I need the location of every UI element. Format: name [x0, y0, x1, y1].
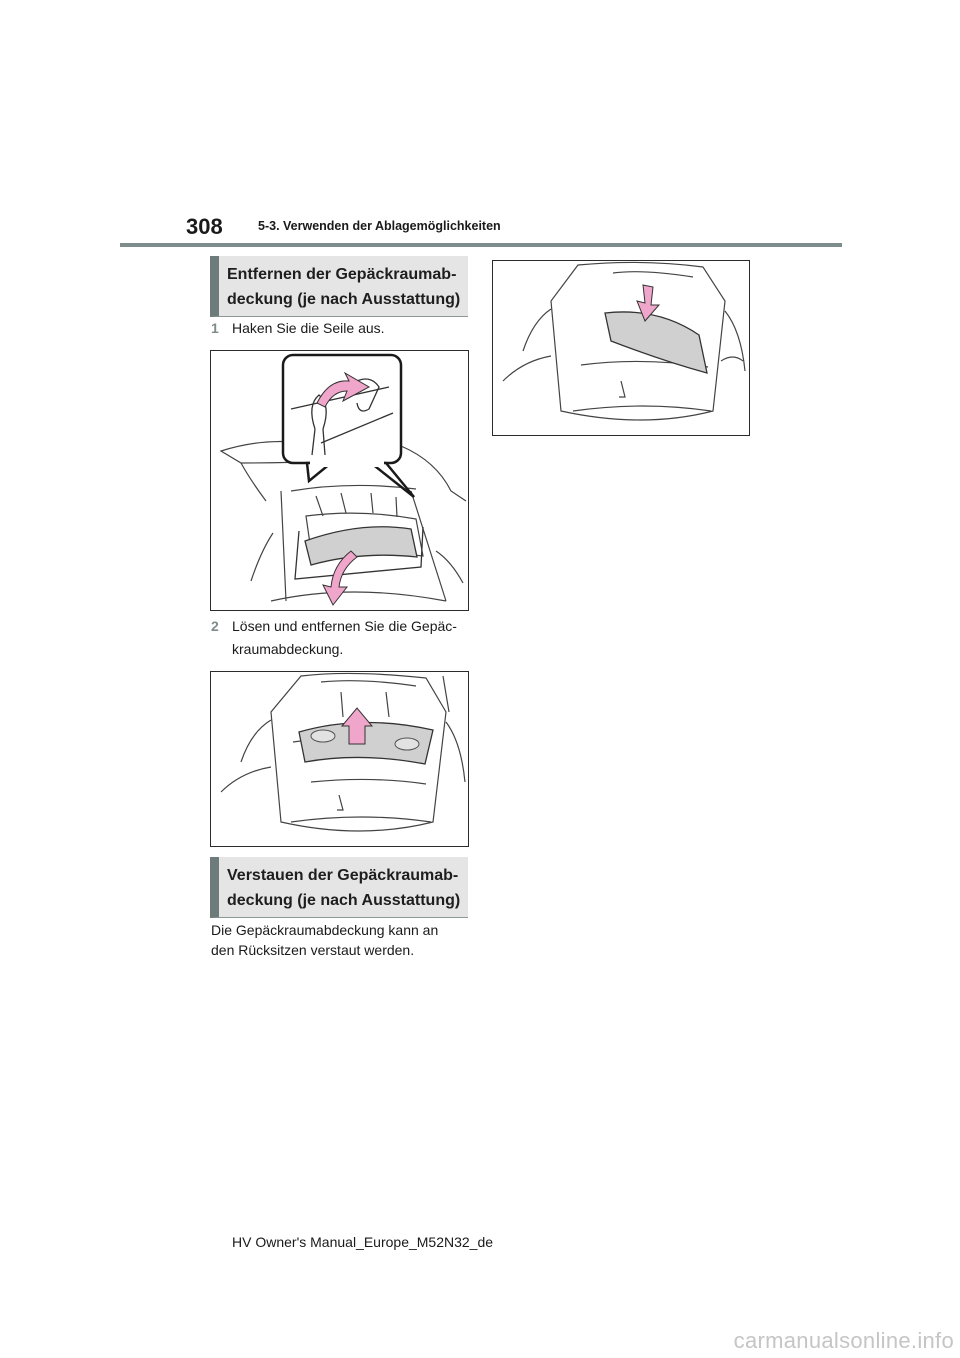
heading-line: deckung (je nach Ausstattung)	[227, 892, 461, 909]
watermark: carmanualsonline.info	[733, 1328, 954, 1353]
section-title: 5-3. Verwenden der Ablagemöglichkeiten	[258, 219, 501, 233]
header-rule	[120, 243, 842, 247]
heading-line: deckung (je nach Ausstattung)	[227, 291, 461, 308]
footer-manual-id: HV Owner's Manual_Europe_M52N32_de	[232, 1234, 494, 1250]
step-text: kraumabdeckung.	[232, 641, 344, 657]
step-text: Lösen und entfernen Sie die Gepäc-	[232, 618, 457, 634]
stow-paragraph	[211, 920, 438, 960]
stow-cover-drawing	[493, 261, 749, 435]
heading-line: Entfernen der Gepäckraumab-	[227, 266, 457, 283]
heading-line: Verstauen der Gepäckraumab-	[227, 867, 459, 884]
paragraph-line: Die Gepäckraumabdeckung kann an	[211, 922, 439, 938]
page-number: 308	[186, 214, 223, 239]
step-number: 2	[211, 618, 219, 634]
remove-cover-illustration	[210, 671, 469, 847]
heading-remove-cover	[210, 256, 468, 317]
stow-cover-illustration	[492, 260, 750, 436]
remove-cover-drawing	[211, 672, 468, 846]
step-number: 1	[211, 320, 219, 336]
unhook-cords-illustration	[210, 350, 469, 611]
step-text: Haken Sie die Seile aus.	[232, 320, 385, 336]
heading-stow-cover	[210, 857, 468, 918]
paragraph-line: den Rücksitzen verstaut werden.	[211, 942, 415, 958]
unhook-cords-drawing	[211, 351, 468, 610]
